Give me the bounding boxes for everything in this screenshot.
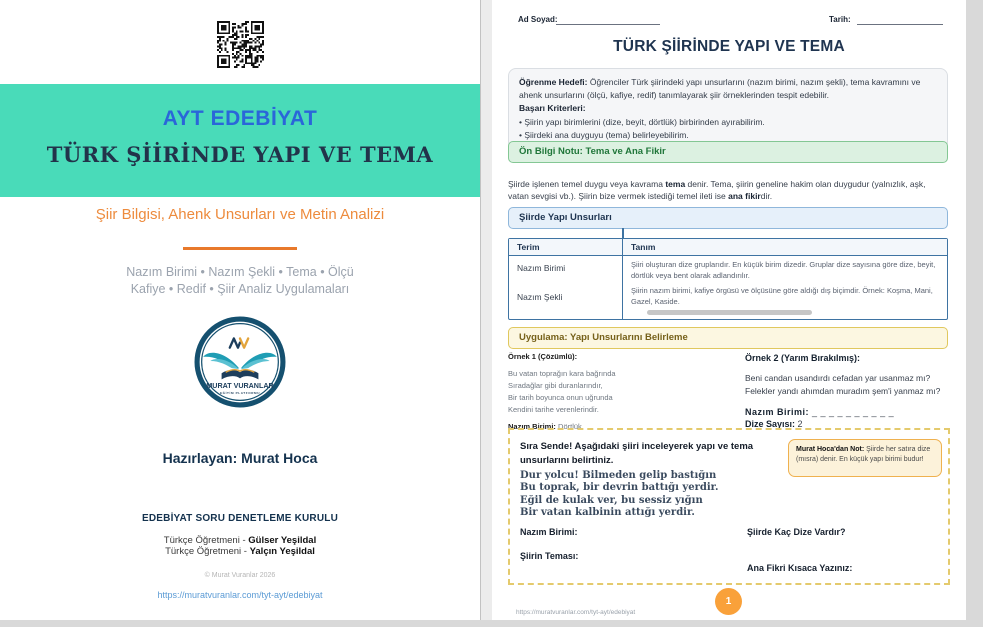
author-line: Hazırlayan: Murat Hoca [162,450,318,466]
viewer-background-bottom [0,620,966,627]
poem-line: Bir tarih boyunca onun uğrunda [508,393,613,402]
date-field-label: Tarih: [829,15,851,24]
date-field-blank [857,11,943,25]
example-2-poem [745,372,957,398]
worksheet-title: TÜRK ŞİİRİNDE YAPI VE TEMA [613,38,845,55]
worksheet-page [492,0,966,620]
cover-page [0,0,480,620]
info-paragraph: Şiirde işlenen temel duygu veya kavrama tema denir. Tema, şiirin geneline hakim olan duygudur (yalnızlık, aşk, vatan sevgisi vb.). Şiirin bize vermek istediği temel ileti ise ana fikirdir. [508,178,926,202]
poem-line: Kendini tarihe verenlerindir. [508,405,599,414]
learning-objective-box [508,68,948,150]
poem-line: Bu toprak, bir devrin battığı yerdir. [520,482,719,494]
your-turn-poem [520,470,719,519]
example-2-block [745,353,957,429]
table-col-term: Terim [509,239,623,255]
member-name: Gülser Yeşildal [248,535,317,546]
criteria-item: • Şiirin yapı birimlerini (dize, beyit, dörtlük) birbirinden ayırabilirim. [519,116,765,127]
table-header-row [509,239,947,256]
table-row: Nazım Birimi [517,263,566,273]
structure-section-header: Şiirde Yapı Unsurları [508,207,948,229]
cover-subtitle: Şiir Bilgisi, Ahenk Unsurları ve Metin Analizi [95,206,385,223]
table-cell-definition: Şiirin nazım birimi, kafiye örgüsü ve ölçüsüne göre aldığı dış biçimdir. Örnek: Koşma, Mani, Gazel, Kaside. [631,285,933,306]
teacher-note-box: Murat Hoca'dan Not: Şiirde her satıra dize (mısra) denir. En küçük yapı birimi budur! [788,439,942,477]
criteria-label: Başarı Kriterleri: [519,103,586,114]
murat-vuranlar-logo [194,316,286,408]
topics-line-1: Nazım Birimi • Nazım Şekli • Tema • Ölçü [126,265,354,279]
example-1-poem [508,368,730,416]
page-number-badge: 1 [715,588,742,615]
copyright-line: © Murat Vuranlar 2026 [204,572,276,579]
logo-name: MURAT VURANLAR [206,382,274,391]
table-definition-column [623,256,947,319]
table-row: Nazım Şekli [517,292,563,302]
teacher-note-label: Murat Hoca'dan Not: [796,446,865,453]
example-2-question-unit: Nazım Birimi: _ _ _ _ _ _ _ _ _ _ [745,407,895,418]
question-dize-sayisi: Şiirde Kaç Dize Vardır? [747,527,846,537]
poem-line: Felekler yandı ahımdan muradım şem'i yanmaz mı? [745,386,941,397]
viewer-background-right [966,0,983,627]
table-col-definition: Tanım [631,242,656,252]
cover-banner [0,84,480,197]
example-2-line-count: Dize Sayısı: 2 [745,419,803,430]
cover-course-title: AYT EDEBİYAT [162,107,318,130]
practice-section-header: Uygulama: Yapı Unsurlarını Belirleme [508,327,948,349]
table-cell-definition: Şiiri oluşturan dize gruplarıdır. En küçük birim dizedir. Gruplar dize sayısına göre dize, beyit, dörtlük veya bent olarak adlandırılır. [631,260,936,280]
poem-line: Bu vatan toprağın kara bağrında [508,369,616,378]
table-term-column [509,256,623,319]
name-field-blank [556,11,660,25]
board-member [0,546,480,557]
cover-topics [0,264,480,297]
member-separator: - [242,535,246,546]
poem-line: Sıradağlar gibi duranlarındır, [508,381,603,390]
example-1-answer: Nazım Birimi: Dörtlük [508,422,582,431]
objective-label: Öğrenme Hedefi: [519,77,588,87]
info-note-header: Ön Bilgi Notu: Tema ve Ana Fikir [508,141,948,163]
criteria-item: • Şiirdeki ana duyguyu (tema) belirleyebilirim. [519,129,689,140]
poem-line: Bir vatan kalbinin attığı yerdir. [520,506,695,518]
table-divider-stub [622,228,624,238]
table-body [509,256,947,319]
member-name: Yalçın Yeşildal [249,546,315,557]
objective-text: Öğrenme Hedefi: Öğrenciler Türk şiirindeki yapı unsurlarını (nazım birimi, nazım şekli), tema kavramını ve ahenk unsurlarını (ölçü, kafiye, redif) tanımlayarak şiir örneklerinden tespit edebilir. [519,77,921,101]
name-field-label: Ad Soyad: [518,15,558,24]
question-tema: Şiirin Teması: [520,551,579,561]
topics-line-2: Kafiye • Redif • Şiir Analiz Uygulamaları [130,281,350,296]
question-ana-fikir: Ana Fikri Kısaca Yazınız: [747,563,853,573]
cover-website-link[interactable]: https://muratvuranlar.com/tyt-ayt/edebiyat [157,590,323,600]
cover-main-title: TÜRK ŞİİRİNDE YAPI VE TEMA [46,142,434,167]
qr-code-icon [217,21,264,68]
example-2-title: Örnek 2 (Yarım Bırakılmış): [745,353,861,363]
orange-divider [183,247,297,250]
example-1-title: Örnek 1 (Çözümlü): [508,352,578,361]
example-1-block [508,352,730,431]
board-member [0,535,480,546]
question-nazim-birimi: Nazım Birimi: [520,527,578,537]
your-turn-box [508,428,950,585]
logo-tagline: EĞİTİM PLATFORMU [219,391,261,396]
poem-line: Eğil de kulak ver, bu sessiz yığın [520,494,703,506]
member-role: Türkçe Öğretmeni [165,546,242,557]
member-separator: - [243,546,247,557]
footer-website-link[interactable]: https://muratvuranlar.com/tyt-ayt/edebiyat [516,609,636,616]
table-scrollbar[interactable] [647,310,812,315]
poem-line: Beni candan usandırdı cefadan yar usanmaz mı? [745,373,931,383]
terms-table [508,238,948,320]
board-title: EDEBİYAT SORU DENETLEME KURULU [141,513,338,524]
member-role: Türkçe Öğretmeni [163,535,240,546]
your-turn-prompt: Sıra Sende! Aşağıdaki şiiri inceleyerek yapı ve tema unsurlarını belirtiniz. [520,441,754,467]
poem-line: Dur yolcu! Bilmeden gelip bastığın [520,470,717,481]
